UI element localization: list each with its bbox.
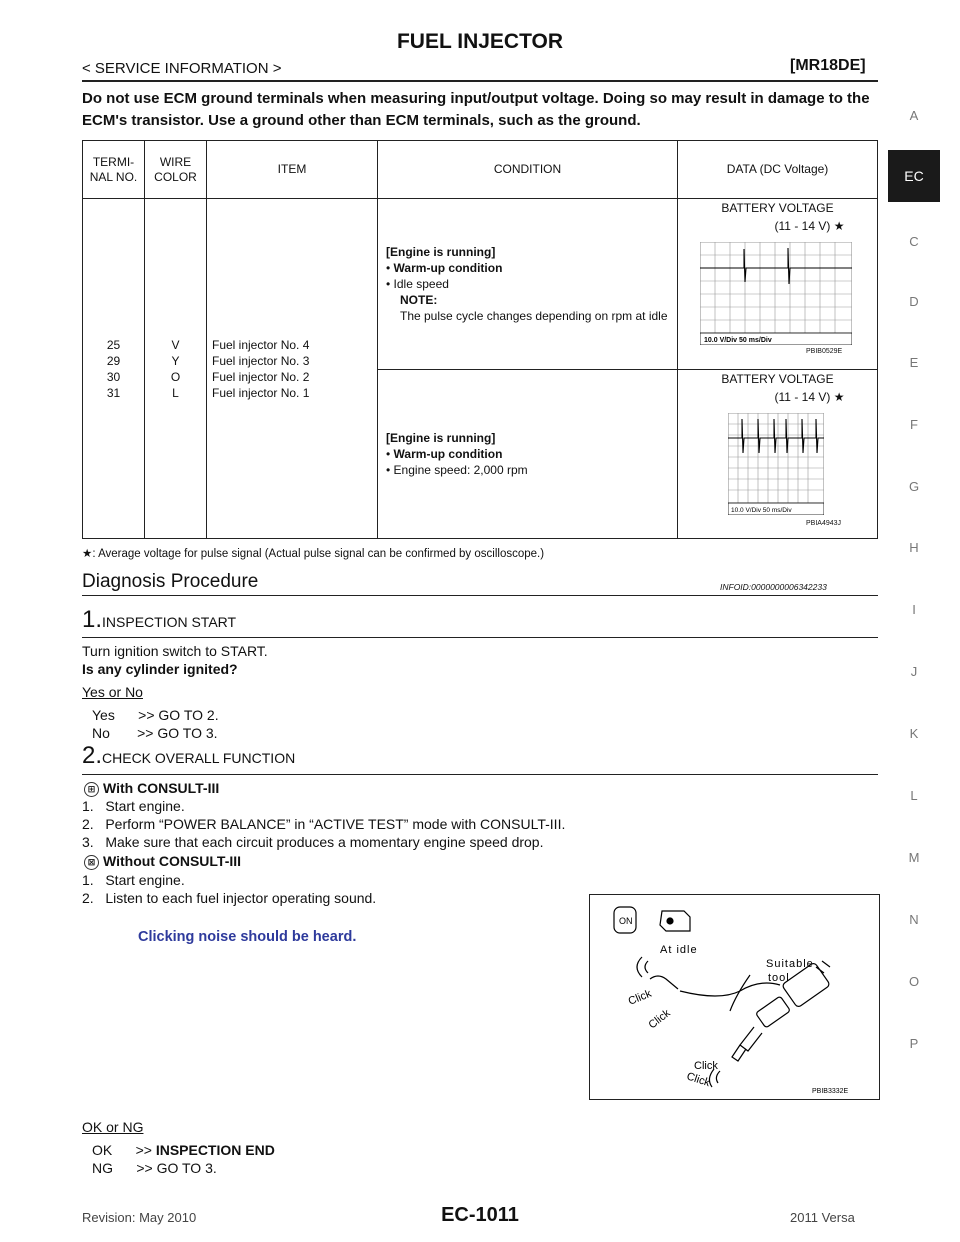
- condition-title: [Engine is running]: [386, 245, 496, 259]
- with-step: 2. Perform “POWER BALANCE” in “ACTIVE TEST” mode with CONSULT-III.: [82, 816, 566, 832]
- step-2-header: [82, 742, 295, 770]
- condition-bullet: Engine speed: 2,000 rpm: [393, 463, 528, 477]
- condition-cell-idle: [Engine is running] • Warm-up condition • Idle speed NOTE: The pulse cycle changes depending on rpm at idle: [378, 199, 678, 370]
- col-header-wire-color: WIRE COLOR: [145, 141, 207, 199]
- click-label: Click: [646, 1007, 673, 1032]
- item-label: Fuel injector No. 1: [212, 385, 310, 400]
- condition-bullet: Warm-up condition: [393, 447, 503, 461]
- data-value: BATTERY VOLTAGE: [721, 201, 834, 215]
- engine-icon: [660, 911, 690, 931]
- wire-color: O: [170, 369, 181, 384]
- wire-color-cell: [145, 199, 207, 539]
- index-letter-ec[interactable]: EC: [888, 150, 940, 202]
- index-letter-f[interactable]: F: [910, 417, 918, 432]
- step-1-header: [82, 606, 236, 634]
- heading-rule: [82, 595, 878, 596]
- choice-label: Yes or No: [82, 684, 143, 700]
- with-step: 1. Start engine.: [82, 798, 185, 814]
- index-letter-n[interactable]: N: [909, 912, 919, 927]
- section-label: < SERVICE INFORMATION >: [82, 60, 282, 77]
- index-letter-i[interactable]: I: [912, 602, 916, 617]
- with-consult-label: ⊞ With CONSULT-III: [84, 779, 219, 797]
- table-footnote: ★: Average voltage for pulse signal (Actual pulse signal can be confirmed by oscilloscope.): [82, 548, 545, 560]
- wire-color: L: [172, 385, 179, 400]
- index-letter-d[interactable]: D: [909, 294, 919, 309]
- col-header-item: ITEM: [207, 141, 378, 199]
- ng-option: NG >> GO TO 3.: [92, 1160, 217, 1176]
- on-label: ON: [619, 916, 633, 926]
- step-title: CHECK OVERALL FUNCTION: [102, 750, 296, 766]
- section-heading: Diagnosis Procedure: [82, 571, 259, 592]
- star-icon: ★: [833, 390, 845, 404]
- oscilloscope-waveform-2000rpm: [728, 413, 824, 515]
- scope-scale: 10.0 V/Div 50 ms/Div: [731, 507, 792, 514]
- figure-id: PBIB3332E: [812, 1088, 849, 1095]
- condition-cell-2000rpm: [Engine is running] • Warm-up condition • Engine speed: 2,000 rpm: [378, 370, 678, 539]
- index-letter-o[interactable]: O: [908, 974, 920, 989]
- step-rule: [82, 637, 878, 638]
- injector-sound-figure: [589, 894, 880, 1100]
- figure-id: PBIB0529E: [806, 348, 843, 355]
- condition-bullet: Warm-up condition: [393, 261, 503, 275]
- step-number: 2.: [82, 742, 103, 769]
- data-value: BATTERY VOLTAGE: [721, 372, 834, 386]
- injector-illustration: [590, 895, 879, 1099]
- note-label: NOTE:: [400, 293, 438, 307]
- condition-title: [Engine is running]: [386, 431, 496, 445]
- at-idle-label: At idle: [660, 944, 698, 956]
- page-number: EC-1011: [441, 1204, 519, 1226]
- expected-result: Clicking noise should be heard.: [138, 929, 357, 945]
- choice-label: OK or NG: [82, 1119, 144, 1135]
- col-header-terminal: TERMI-NAL NO.: [83, 141, 145, 199]
- click-label: Click: [685, 1070, 712, 1090]
- index-letter-m[interactable]: M: [908, 850, 920, 865]
- tool-label: tool: [768, 972, 790, 984]
- click-label: Click: [694, 1060, 718, 1072]
- ok-option: OK >> INSPECTION END: [92, 1142, 275, 1158]
- click-label: Click: [626, 987, 654, 1008]
- terminal-25: 25: [106, 337, 121, 352]
- item-label: Fuel injector No. 3: [212, 353, 310, 368]
- without-step: 2. Listen to each fuel injector operating sound.: [82, 890, 377, 906]
- warning-text: Do not use ECM ground terminals when measuring input/output voltage. Doing so may result in damage to the ECM's transistor. Use a ground other than ECM terminals, such as the ground.: [82, 90, 870, 129]
- item-label: Fuel injector No. 4: [212, 337, 310, 352]
- index-letter-e[interactable]: E: [909, 355, 919, 370]
- wire-color: V: [171, 337, 180, 352]
- step-title: INSPECTION START: [102, 614, 237, 630]
- figure-id: PBIA4943J: [806, 520, 842, 527]
- consult-icon: ⊞: [84, 782, 99, 797]
- no-option: No >> GO TO 3.: [92, 725, 218, 741]
- model-label: [MR18DE]: [790, 57, 866, 74]
- scope-scale: 10.0 V/Div 50 ms/Div: [704, 337, 772, 344]
- terminal-30: 30: [106, 369, 121, 384]
- item-label: Fuel injector No. 2: [212, 369, 310, 384]
- index-letter-l[interactable]: L: [910, 788, 918, 803]
- without-consult-label: ⊠ Without CONSULT-III: [84, 852, 241, 870]
- page-title: FUEL INJECTOR: [396, 30, 564, 53]
- step-rule: [82, 774, 878, 775]
- condition-bullet: Idle speed: [393, 277, 449, 291]
- item-cell: [207, 199, 378, 539]
- yes-option: Yes >> GO TO 2.: [92, 707, 219, 723]
- index-letter-j[interactable]: J: [910, 664, 918, 679]
- header-rule: [82, 80, 878, 82]
- terminal-cell: [83, 199, 145, 539]
- index-letter-c[interactable]: C: [909, 234, 919, 249]
- col-header-condition: CONDITION: [378, 141, 678, 199]
- index-letter-h[interactable]: H: [909, 540, 919, 555]
- data-range: (11 - 14 V): [774, 390, 831, 404]
- index-letter-k[interactable]: K: [909, 726, 919, 741]
- data-range: (11 - 14 V): [774, 219, 831, 233]
- step-number: 1.: [82, 606, 103, 633]
- without-step: 1. Start engine.: [82, 872, 185, 888]
- terminal-29: 29: [106, 353, 121, 368]
- with-step: 3. Make sure that each circuit produces a momentary engine speed drop.: [82, 834, 544, 850]
- no-consult-icon: ⊠: [84, 855, 99, 870]
- oscilloscope-waveform-idle: [700, 242, 852, 345]
- index-letter-p[interactable]: P: [909, 1036, 919, 1051]
- step-1-question: Is any cylinder ignited?: [82, 661, 238, 677]
- data-cell-idle: [678, 199, 878, 370]
- revision-label: Revision: May 2010: [82, 1210, 197, 1225]
- index-letter-a[interactable]: A: [909, 108, 919, 123]
- step-1-instruction: Turn ignition switch to START.: [82, 643, 268, 659]
- star-icon: ★: [833, 219, 845, 233]
- terminal-table: [82, 140, 878, 539]
- index-letter-g[interactable]: G: [908, 479, 920, 494]
- col-header-data: DATA (DC Voltage): [678, 141, 878, 199]
- star-icon: ★: [82, 548, 93, 560]
- vehicle-label: 2011 Versa: [790, 1210, 855, 1225]
- note-text: The pulse cycle changes depending on rpm at idle: [400, 309, 668, 323]
- info-id: INFOID:0000000006342233: [720, 582, 827, 592]
- terminal-31: 31: [106, 385, 121, 400]
- wire-color: Y: [171, 353, 180, 368]
- data-cell-2000rpm: [678, 370, 878, 539]
- tool-label: Suitable: [766, 958, 814, 970]
